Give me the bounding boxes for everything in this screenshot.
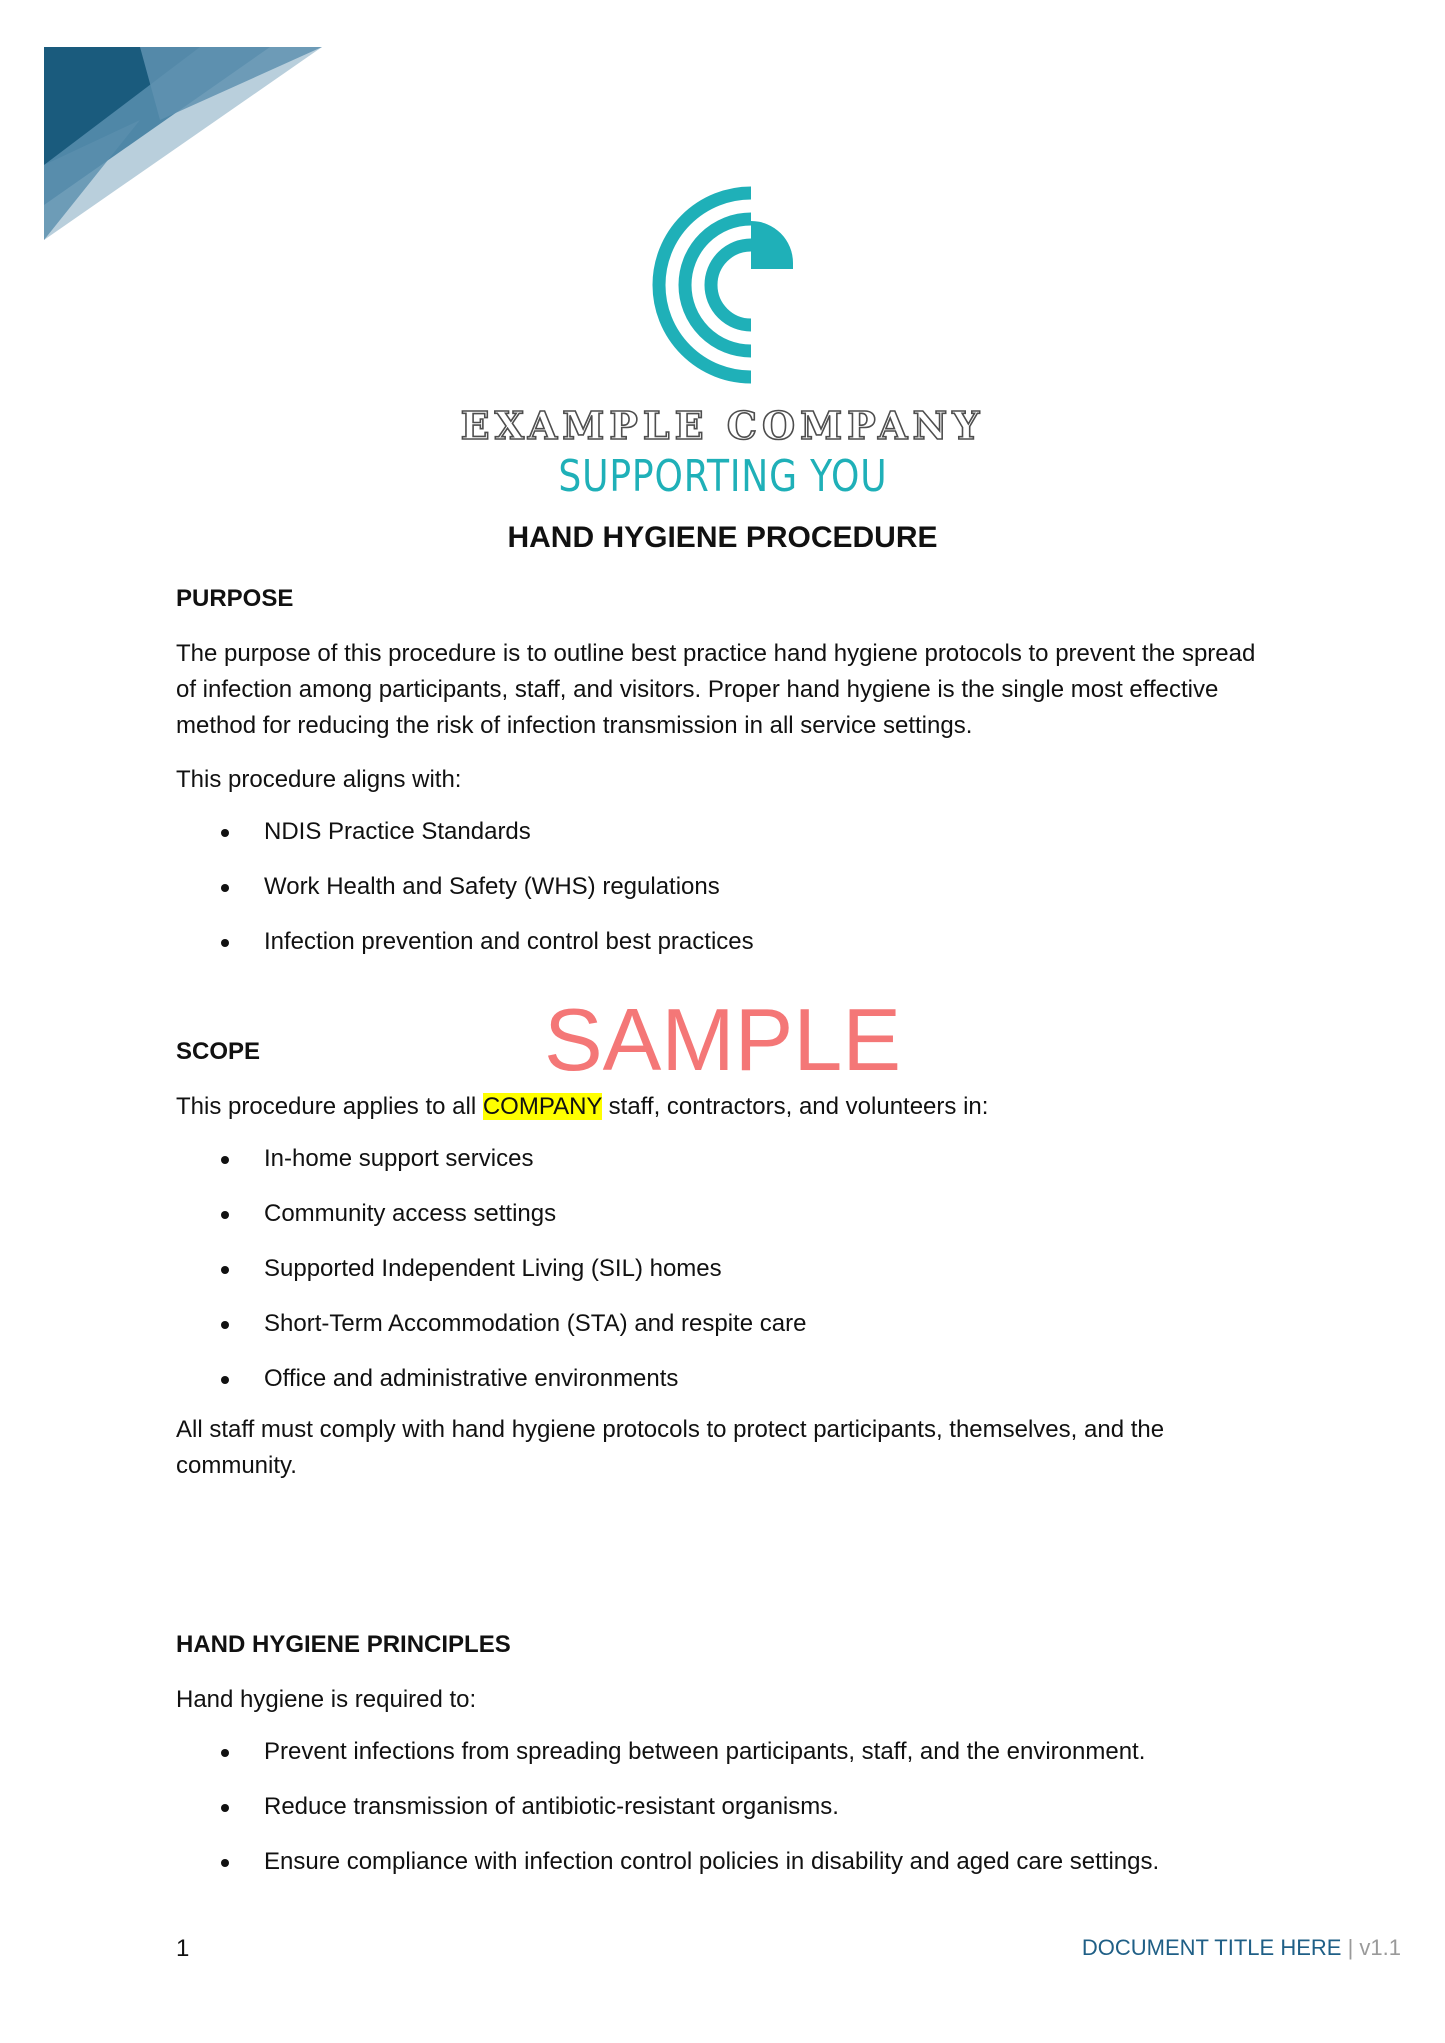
list-item: Infection prevention and control best practices xyxy=(176,927,1276,957)
scope-intro xyxy=(176,1089,1276,1125)
principles-intro: Hand hygiene is required to: xyxy=(176,1686,477,1713)
company-placeholder-highlight: COMPANY xyxy=(482,1093,602,1120)
list-item: Work Health and Safety (WHS) regulations xyxy=(176,872,1276,902)
list-item: NDIS Practice Standards xyxy=(176,817,1276,847)
list-item: Short-Term Accommodation (STA) and respite care xyxy=(176,1309,1276,1339)
scope-closing: All staff must comply with hand hygiene protocols to protect participants, themselves, and the community. xyxy=(176,1416,1165,1479)
aligns-list xyxy=(176,817,1276,957)
company-logo-icon xyxy=(645,185,820,385)
list-item: Reduce transmission of antibiotic-resistant organisms. xyxy=(176,1792,1276,1822)
page-number: 1 xyxy=(176,1935,190,1962)
list-item: Community access settings xyxy=(176,1199,1276,1229)
aligns-intro: This procedure aligns with: xyxy=(176,766,462,793)
list-item: Supported Independent Living (SIL) homes xyxy=(176,1254,1276,1284)
list-item: Office and administrative environments xyxy=(176,1364,1276,1394)
principles-list xyxy=(176,1737,1276,1877)
footer-separator: | xyxy=(1341,1935,1360,1960)
footer-title-text: DOCUMENT TITLE HERE xyxy=(1081,1935,1342,1960)
document-body xyxy=(176,584,1276,1877)
company-name: EXAMPLE COMPANY xyxy=(460,403,985,448)
company-tagline: SUPPORTING YOU xyxy=(558,451,888,502)
scope-heading: SCOPE xyxy=(176,1038,261,1065)
list-item: Ensure compliance with infection control policies in disability and aged care settings. xyxy=(176,1847,1276,1877)
corner-decoration xyxy=(0,0,340,260)
footer-document-title xyxy=(1082,1935,1401,1961)
sample-watermark: SAMPLE xyxy=(543,990,902,1089)
scope-list xyxy=(176,1144,1276,1394)
footer-version: v1.1 xyxy=(1359,1935,1401,1960)
scope-intro-text: This procedure applies to all xyxy=(176,1093,483,1120)
purpose-paragraph: The purpose of this procedure is to outline best practice hand hygiene protocols to prevent the spread of infection among participants, staff, and visitors. Proper hand hygiene is the single most effective method for reducing the risk of infection transmission in all service settings. xyxy=(176,640,1256,739)
purpose-heading: PURPOSE xyxy=(176,585,294,612)
document-title: HAND HYGIENE PROCEDURE xyxy=(507,521,938,554)
principles-heading: HAND HYGIENE PRINCIPLES xyxy=(176,1631,511,1658)
list-item: In-home support services xyxy=(176,1144,1276,1174)
scope-intro-text: staff, contractors, and volunteers in: xyxy=(601,1093,989,1120)
list-item: Prevent infections from spreading between participants, staff, and the environment. xyxy=(176,1737,1276,1767)
